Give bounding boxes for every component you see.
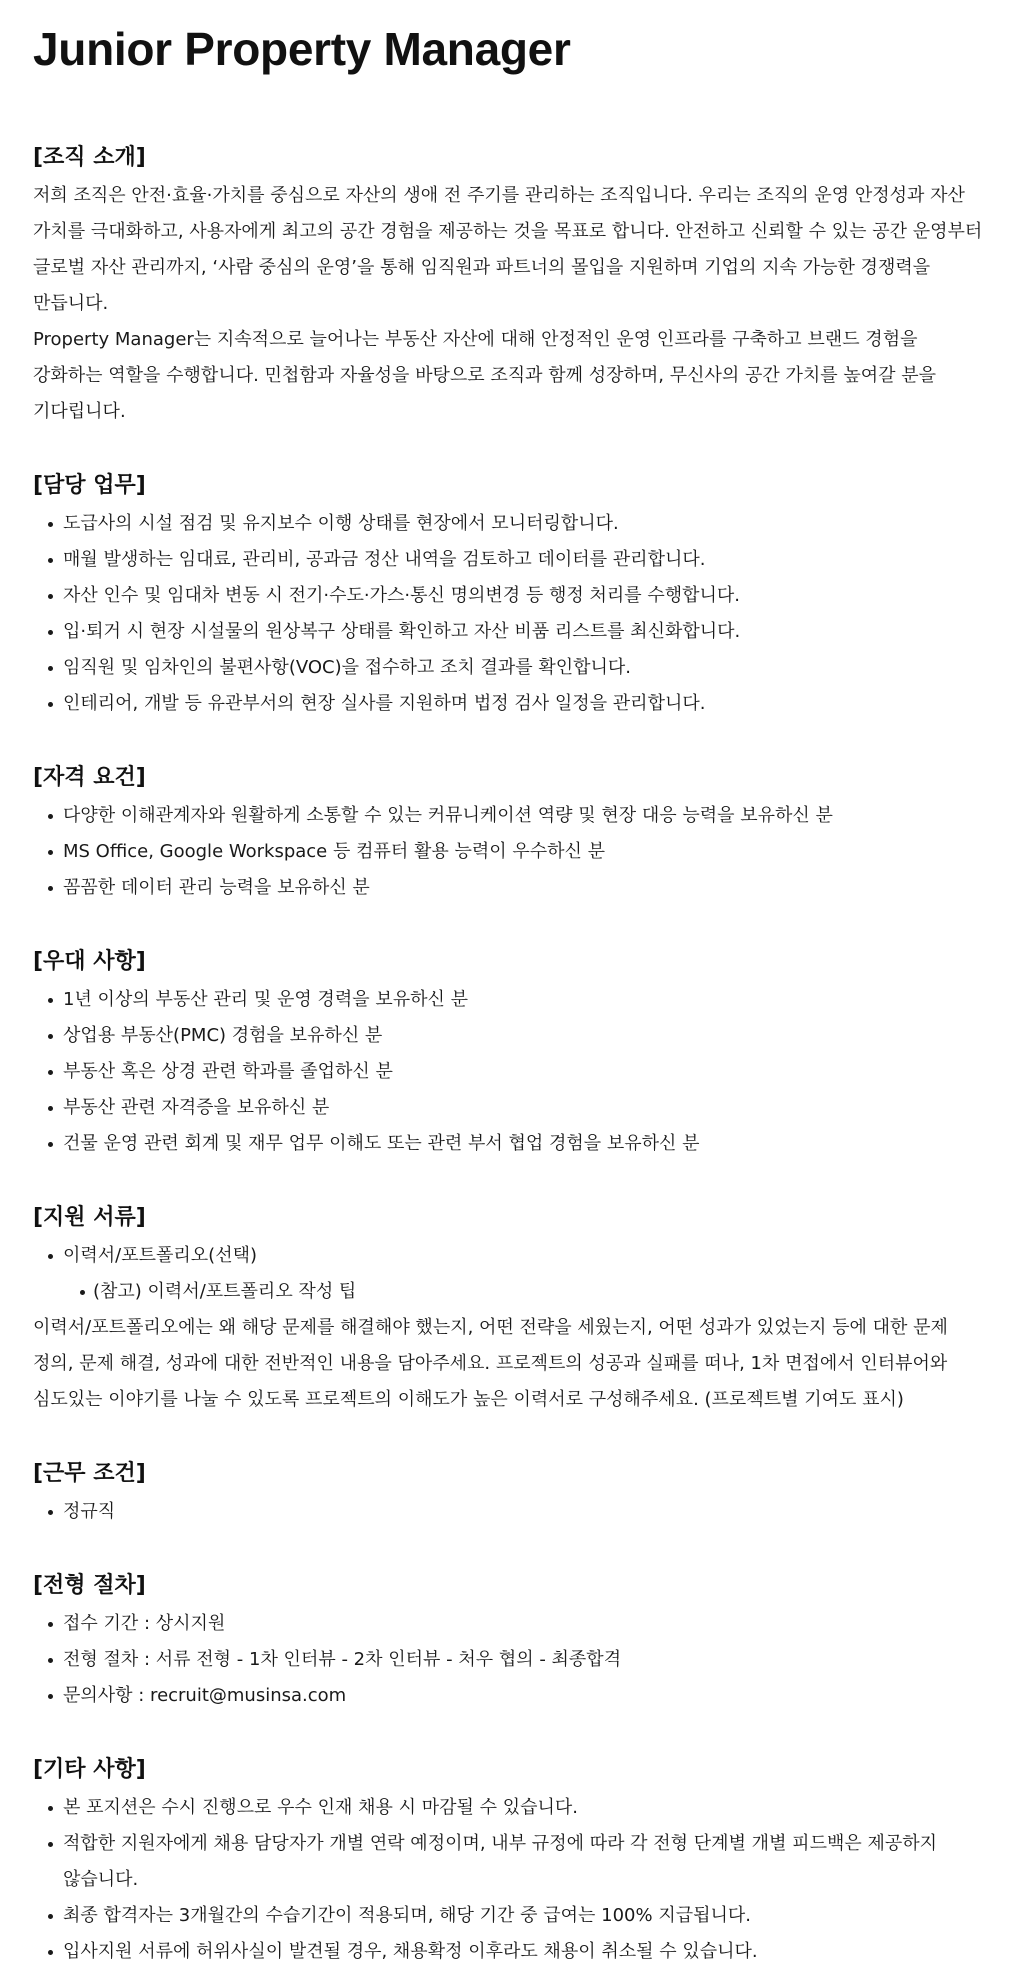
requirements-list: [33, 798, 990, 906]
requirements-heading: [자격 요건]: [33, 765, 146, 790]
list-item: 부동산 혹은 상경 관련 학과를 졸업하신 분: [33, 1054, 990, 1090]
conditions-list: [33, 1494, 990, 1530]
list-item: 적합한 지원자에게 채용 담당자가 개별 연락 예정이며, 내부 규정에 따라 각 전형 단계별 개별 피드백은 제공하지 않습니다.: [33, 1826, 990, 1898]
list-item: 꼼꼼한 데이터 관리 능력을 보유하신 분: [33, 870, 990, 906]
etc-list: [33, 1790, 990, 1970]
list-item: 정규직: [33, 1494, 990, 1530]
process-heading: [전형 절차]: [33, 1573, 146, 1598]
conditions-heading: [근무 조건]: [33, 1461, 146, 1486]
requirements-section: [33, 758, 990, 906]
duties-section: [33, 466, 990, 722]
list-item: MS Office, Google Workspace 등 컴퓨터 활용 능력이 우수하신 분: [33, 834, 990, 870]
list-item: 도급사의 시설 점검 및 유지보수 이행 상태를 현장에서 모니터링합니다.: [33, 506, 990, 542]
list-item: 다양한 이해관계자와 원활하게 소통할 수 있는 커뮤니케이션 역량 및 현장 대응 능력을 보유하신 분: [33, 798, 990, 834]
list-item: 상업용 부동산(PMC) 경험을 보유하신 분: [33, 1018, 990, 1054]
section-gap: [33, 1162, 990, 1198]
intro-heading: [조직 소개]: [33, 145, 146, 170]
sub-list-item: (참고) 이력서/포트폴리오 작성 팁: [33, 1274, 990, 1310]
list-item: 이력서/포트폴리오(선택): [33, 1238, 990, 1274]
section-gap: [33, 722, 990, 758]
list-item: 입·퇴거 시 현장 시설물의 원상복구 상태를 확인하고 자산 비품 리스트를 최신화합니다.: [33, 614, 990, 650]
preferred-list: [33, 982, 990, 1162]
list-item: 1년 이상의 부동산 관리 및 운영 경력을 보유하신 분: [33, 982, 990, 1018]
section-gap: [33, 906, 990, 942]
list-item: 본 포지션은 수시 진행으로 우수 인재 채용 시 마감될 수 있습니다.: [33, 1790, 990, 1826]
section-gap: [33, 1530, 990, 1566]
section-gap: [33, 1418, 990, 1454]
section-gap: [33, 1714, 990, 1750]
preferred-heading: [우대 사항]: [33, 949, 146, 974]
documents-section: [33, 1198, 990, 1418]
documents-heading: [지원 서류]: [33, 1205, 146, 1230]
list-item: 최종 합격자는 3개월간의 수습기간이 적용되며, 해당 기간 중 급여는 100% 지급됩니다.: [33, 1898, 990, 1934]
etc-heading: [기타 사항]: [33, 1757, 146, 1782]
list-item: 인테리어, 개발 등 유관부서의 현장 실사를 지원하며 법정 검사 일정을 관리합니다.: [33, 686, 990, 722]
documents-note: 이력서/포트폴리오에는 왜 해당 문제를 해결해야 했는지, 어떤 전략을 세웠는지, 어떤 성과가 있었는지 등에 대한 문제 정의, 문제 해결, 성과에 대한 전반적인 내용을 담아주세요. 프로젝트의 성공과 실패를 떠나, 1차 면접에서 인터뷰어와 심도있는 이야기를 나눌 수 있도록 프로젝트의 이해도가 높은 이력서로 구성해주세요. (프로젝트별 기여도 표시): [33, 1317, 948, 1410]
list-item: 매월 발생하는 임대료, 관리비, 공과금 정산 내역을 검토하고 데이터를 관리합니다.: [33, 542, 990, 578]
intro-paragraph: Property Manager는 지속적으로 늘어나는 부동산 자산에 대해 안정적인 운영 인프라를 구축하고 브랜드 경험을 강화하는 역할을 수행합니다. 민첩함과 자율성을 바탕으로 조직과 함께 성장하며, 무신사의 공간 가치를 높여갈 분을 기다립니다.: [33, 329, 937, 422]
list-item: 접수 기간 : 상시지원: [33, 1606, 990, 1642]
duties-heading: [담당 업무]: [33, 473, 146, 498]
process-section: [33, 1566, 990, 1714]
preferred-section: [33, 942, 990, 1162]
list-item: 문의사항 : recruit@musinsa.com: [33, 1678, 990, 1714]
section-gap: [33, 430, 990, 466]
list-item: 임직원 및 임차인의 불편사항(VOC)을 접수하고 조치 결과를 확인합니다.: [33, 650, 990, 686]
process-list: [33, 1606, 990, 1714]
intro-section: [33, 138, 990, 430]
list-item: 건물 운영 관련 회계 및 재무 업무 이해도 또는 관련 부서 협업 경험을 보유하신 분: [33, 1126, 990, 1162]
list-item: 전형 절차 : 서류 전형 - 1차 인터뷰 - 2차 인터뷰 - 처우 협의 - 최종합격: [33, 1642, 990, 1678]
documents-list: [33, 1238, 990, 1310]
list-item: 자산 인수 및 임대차 변동 시 전기·수도·가스·통신 명의변경 등 행정 처리를 수행합니다.: [33, 578, 990, 614]
conditions-section: [33, 1454, 990, 1530]
intro-paragraph: 저희 조직은 안전·효율·가치를 중심으로 자산의 생애 전 주기를 관리하는 조직입니다. 우리는 조직의 운영 안정성과 자산 가치를 극대화하고, 사용자에게 최고의 공간 경험을 제공하는 것을 목표로 합니다. 안전하고 신뢰할 수 있는 공간 운영부터 글로벌 자산 관리까지, ‘사람 중심의 운영’을 통해 임직원과 파트너의 몰입을 지원하며 기업의 지속 가능한 경쟁력을 만듭니다.: [33, 185, 983, 314]
list-item: 부동산 관련 자격증을 보유하신 분: [33, 1090, 990, 1126]
duties-list: [33, 506, 990, 722]
list-item: 입사지원 서류에 허위사실이 발견될 경우, 채용확정 이후라도 채용이 취소될 수 있습니다.: [33, 1934, 990, 1970]
page-title: Junior Property Manager: [33, 23, 571, 75]
etc-section: [33, 1750, 990, 1970]
